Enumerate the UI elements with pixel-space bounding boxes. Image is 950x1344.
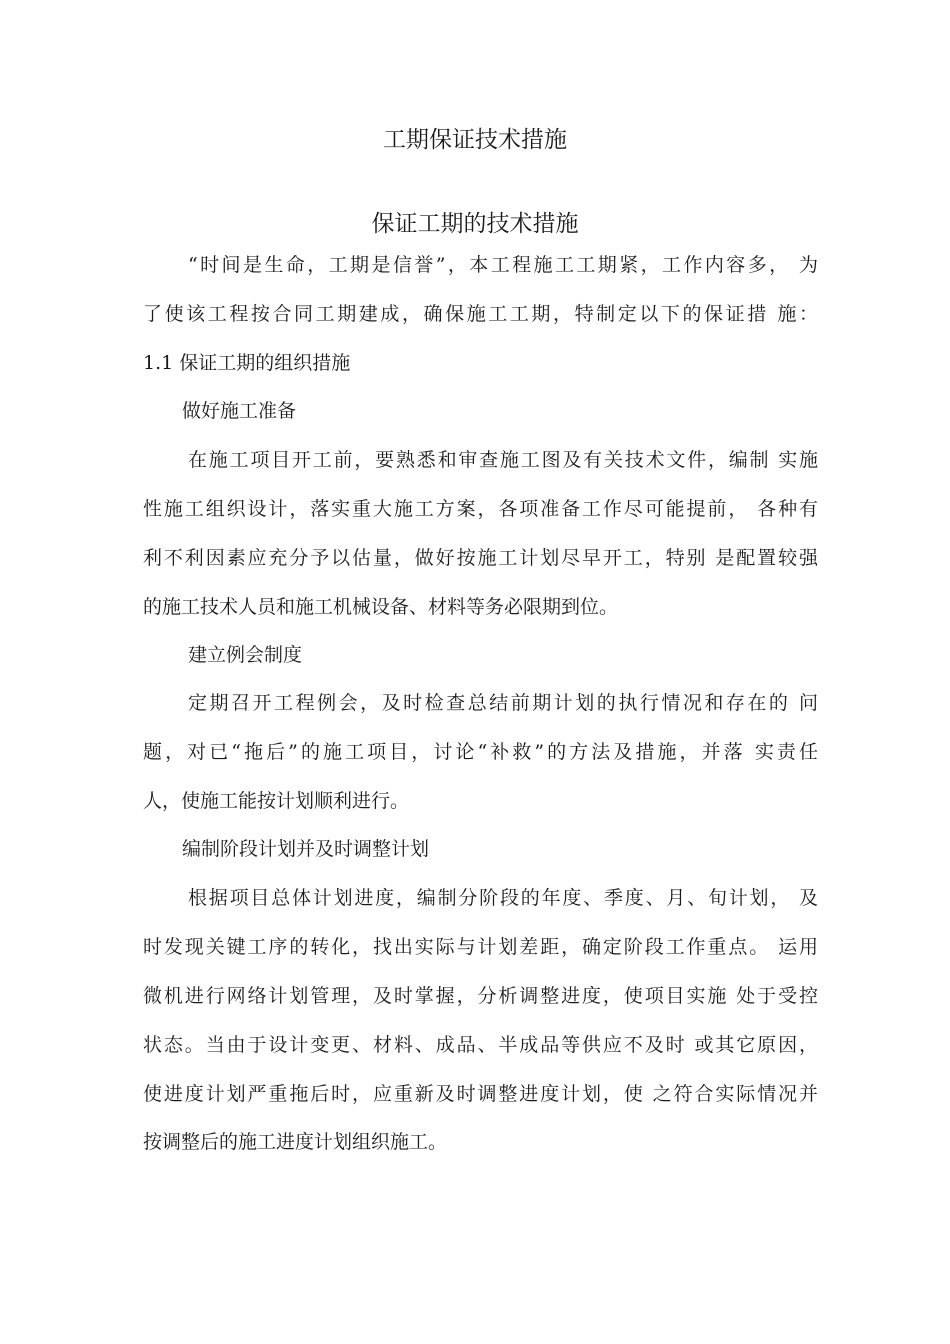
paragraph-line: 微机进行网络计划管理，及时掌握，分析调整进度，使项目实施 处于受控 [143, 985, 818, 1007]
section-heading: 1.1 保证工期的组织措施 [143, 352, 351, 374]
intro-line: 了使该工程按合同工期建成，确保施工工期，特制定以下的保证措 施： [143, 303, 818, 325]
paragraph-line: 人，使施工能按计划顺利进行。 [143, 790, 410, 812]
subsection-heading: 编制阶段计划并及时调整计划 [182, 838, 430, 860]
paragraph-line: 性施工组织设计，落实重大施工方案，各项准备工作尽可能提前， 各种有 [143, 498, 818, 520]
document-title: 工期保证技术措施 [383, 127, 567, 153]
paragraph-line: 利不利因素应充分予以估量，做好按施工计划尽早开工，特别 是配置较强 [143, 547, 818, 569]
subsection-heading: 建立例会制度 [188, 644, 303, 666]
paragraph-line: 状态。当由于设计变更、材料、成品、半成品等供应不及时 或其它原因， [143, 1034, 818, 1056]
paragraph-line: 的施工技术人员和施工机械设备、材料等务必限期到位。 [143, 596, 619, 618]
paragraph-line: 时发现关键工序的转化，找出实际与计划差距，确定阶段工作重点。 运用 [143, 936, 818, 958]
subsection-heading: 做好施工准备 [182, 400, 297, 422]
document-subtitle: 保证工期的技术措施 [371, 211, 579, 237]
intro-line: “时间是生命，工期是信誉”，本工程施工工期紧，工作内容多， 为 [188, 254, 818, 276]
paragraph-line: 根据项目总体计划进度，编制分阶段的年度、季度、月、旬计划， 及 [188, 887, 818, 909]
paragraph-line: 按调整后的施工进度计划组织施工。 [143, 1131, 448, 1153]
paragraph-line: 使进度计划严重拖后时，应重新及时调整进度计划，使 之符合实际情况并 [143, 1083, 818, 1105]
paragraph-line: 题，对已“拖后”的施工项目，讨论“补救”的方法及措施，并落 实责任 [143, 741, 818, 763]
paragraph-line: 定期召开工程例会，及时检查总结前期计划的执行情况和存在的 问 [188, 692, 818, 714]
paragraph-line: 在施工项目开工前，要熟悉和审查施工图及有关技术文件，编制 实施 [188, 449, 818, 471]
